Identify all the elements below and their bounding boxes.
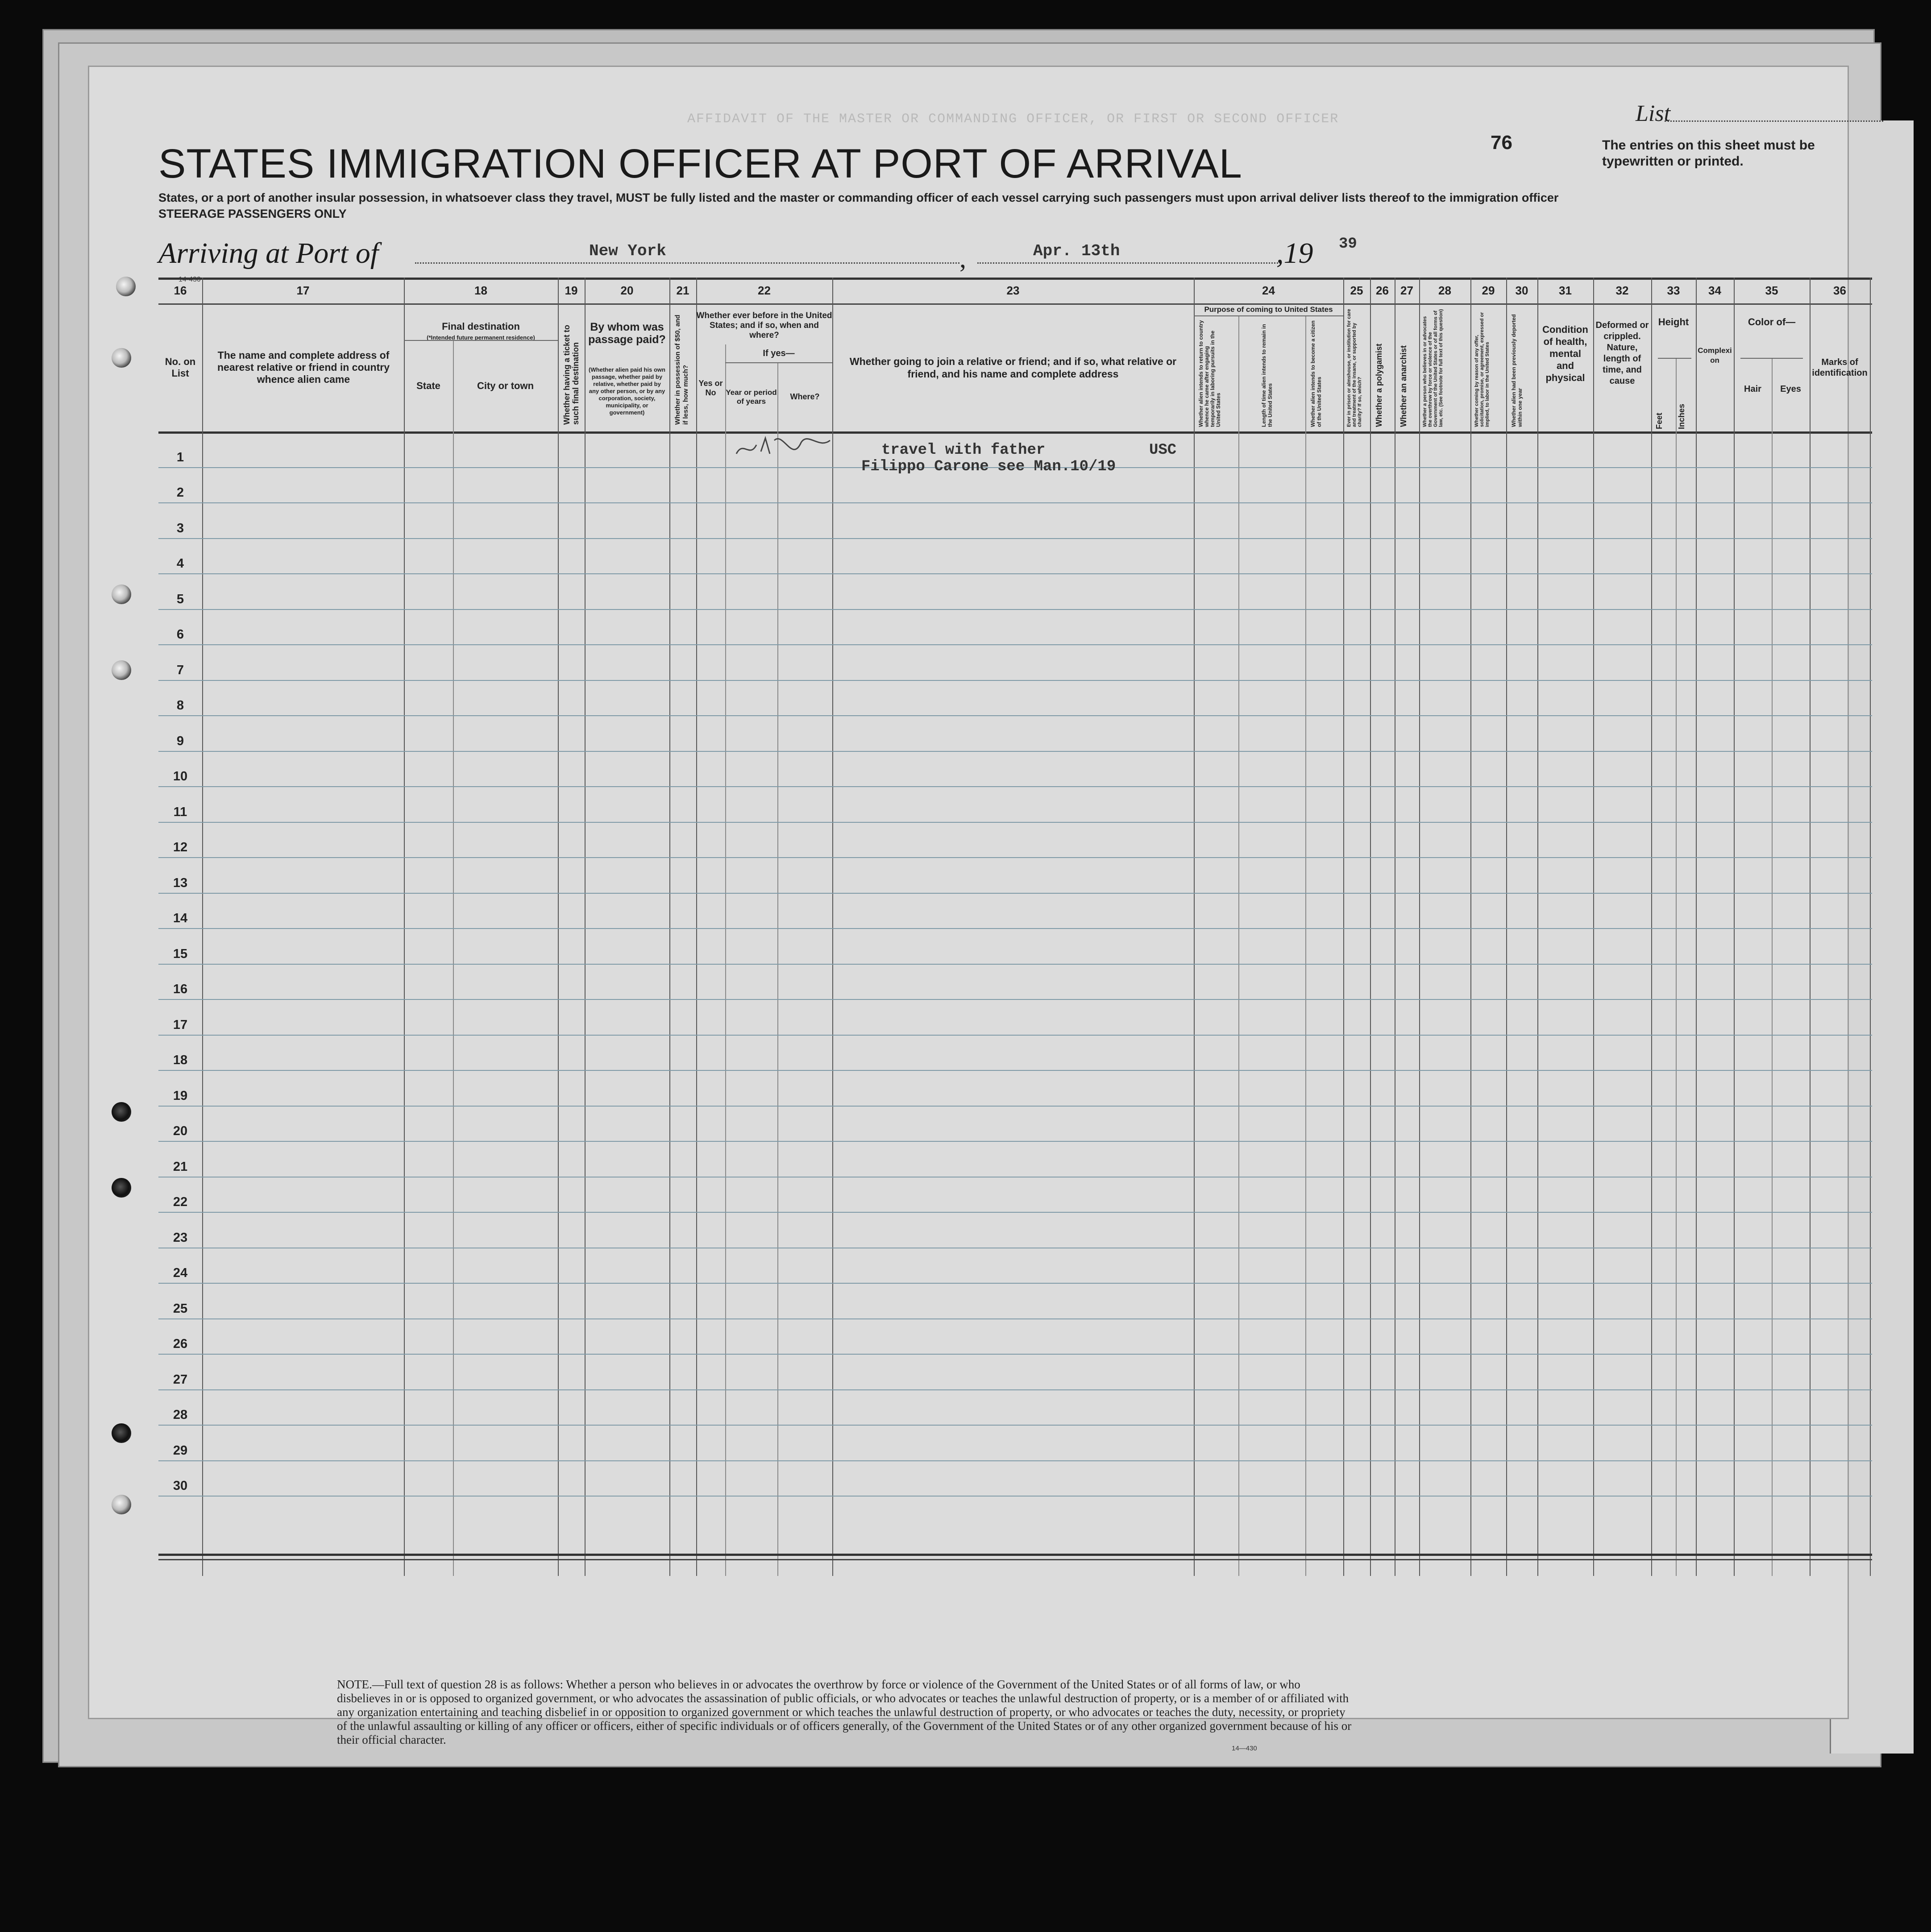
- column-number: 24: [1262, 283, 1275, 297]
- row-rule: [158, 1425, 1872, 1426]
- year-prefix-digits: 19: [1283, 237, 1313, 269]
- header-hair: Hair: [1744, 384, 1761, 394]
- col-divider: [1651, 278, 1652, 1576]
- row-number: 26: [173, 1337, 188, 1351]
- col-divider: [669, 278, 670, 1576]
- header-prison-almshouse: Ever in prison or almshouse, or institution for care and treatment of the insane, or supported by charity? If so, which?: [1346, 309, 1362, 427]
- binder-hole: [112, 1423, 131, 1443]
- row-number: 8: [176, 698, 184, 713]
- col-divider: [1870, 278, 1871, 1576]
- header-passage-paid: By whom was passage paid?: [588, 321, 666, 346]
- row-number: 6: [176, 627, 184, 642]
- row-rule: [158, 1212, 1872, 1213]
- year-prefix: ,19: [1276, 237, 1313, 269]
- binder-hole: [112, 1178, 131, 1198]
- header-anarchist: Whether an anarchist: [1399, 345, 1408, 427]
- row-rule: [158, 857, 1872, 858]
- row-rule: [158, 1070, 1872, 1071]
- header-city-or-town: City or town: [477, 380, 534, 391]
- header-marks-of-identification: Marks of identification: [1812, 357, 1868, 378]
- row-number: 2: [176, 485, 184, 500]
- year-suffix: 39: [1339, 236, 1357, 253]
- row-rule: [158, 1496, 1872, 1497]
- column-number: 32: [1615, 283, 1629, 297]
- row-number: 24: [173, 1266, 188, 1280]
- row-rule: [158, 1035, 1872, 1036]
- header-purpose: Purpose of coming to United States: [1204, 305, 1333, 314]
- row-rule: [158, 1283, 1872, 1284]
- row-number: 18: [173, 1053, 188, 1067]
- col-divider: [1593, 278, 1594, 1576]
- column-number: 34: [1708, 283, 1721, 297]
- row-number: 25: [173, 1301, 188, 1316]
- col-divider: [1305, 315, 1306, 1576]
- row-rule: [158, 538, 1872, 539]
- bleed-through-heading: AFFIDAVIT OF THE MASTER OR COMMANDING OFFICER, OR FIRST OR SECOND OFFICER: [687, 112, 1339, 127]
- arrival-port: New York: [589, 242, 666, 260]
- column-number: 36: [1833, 283, 1846, 297]
- handwritten-scribble: [734, 427, 850, 467]
- header-ticket: Whether having a ticket to such final destination: [562, 324, 580, 425]
- header-polygamist: Whether a polygamist: [1375, 343, 1383, 427]
- column-number: 26: [1376, 283, 1389, 297]
- binder-hole: [112, 348, 131, 368]
- row-number: 11: [173, 804, 187, 819]
- header-fifty-dollars: Whether in possession of $50, and if less, how much?: [674, 315, 689, 425]
- row-number: 5: [176, 592, 184, 606]
- col-divider: [202, 278, 203, 1576]
- row-rule: [158, 964, 1872, 965]
- row-rule: [158, 1141, 1872, 1142]
- row-rule: [158, 1318, 1872, 1319]
- binder-hole: [112, 1495, 131, 1514]
- col-divider: [1194, 278, 1195, 1576]
- row-number: 9: [176, 734, 184, 748]
- column-number: 19: [565, 283, 578, 297]
- row-rule: [158, 609, 1872, 610]
- header-yes-or-no: Yes or No: [698, 378, 723, 397]
- col-divider: [1810, 278, 1811, 1576]
- row-number: 27: [173, 1372, 188, 1387]
- header-ever-before: Whether ever before in the United States; and if so, when and where?: [696, 311, 832, 340]
- row-number: 23: [173, 1230, 188, 1245]
- row-rule: [158, 680, 1872, 681]
- table-bottom-rule-2: [158, 1559, 1872, 1560]
- row-number: 1: [176, 450, 184, 464]
- row-rule: [158, 502, 1872, 503]
- col-divider: [832, 278, 833, 1576]
- header-overthrow: Whether a person who believes in or advocates the overthrow by force or violence of the Government of the United States or of all forms of law, etc. (See footnote for full text of this question): [1422, 309, 1444, 427]
- row-rule: [158, 715, 1872, 716]
- column-number: 27: [1400, 283, 1413, 297]
- column-number: 30: [1515, 283, 1528, 297]
- column-number: 20: [620, 283, 634, 297]
- entries-note: The entries on this sheet must be typewritten or printed.: [1602, 138, 1815, 169]
- form-code-bottom: 14—430: [1232, 1745, 1257, 1752]
- row-number: 13: [173, 875, 188, 890]
- list-number: 76: [1491, 132, 1512, 153]
- port-line: [415, 262, 959, 264]
- header-state: State: [416, 380, 440, 391]
- page-title: STATES IMMIGRATION OFFICER AT PORT OF ARRIVAL: [158, 141, 1242, 187]
- header-color-of: Color of—: [1748, 316, 1796, 328]
- header-if-yes: If yes—: [763, 348, 795, 358]
- binder-hole: [112, 660, 131, 680]
- row-rule: [158, 1460, 1872, 1461]
- arrival-date: Apr. 13th: [1033, 242, 1120, 260]
- col-divider: [558, 278, 559, 1576]
- header-final-destination: Final destination: [442, 321, 520, 332]
- header-eyes: Eyes: [1780, 384, 1801, 394]
- col-divider: [725, 344, 726, 1576]
- column-number: 29: [1482, 283, 1495, 297]
- col-divider: [1696, 278, 1697, 1576]
- row-number: 10: [173, 769, 188, 784]
- header-bottom-rule: [158, 431, 1872, 434]
- row-number: 14: [173, 911, 188, 925]
- col-divider: [777, 362, 778, 1576]
- header-deformed: Deformed or crippled. Nature, length of time, and cause: [1595, 320, 1649, 386]
- subheader-rule: [1658, 358, 1691, 359]
- row-rule: [158, 1389, 1872, 1390]
- column-number: 33: [1667, 283, 1680, 297]
- col-divider: [1506, 278, 1507, 1576]
- row-rule: [158, 644, 1872, 645]
- row-number: 15: [173, 946, 188, 961]
- header-final-destination-sub: (*Intended future permanent residence): [427, 334, 535, 341]
- header-purpose-return: Whether alien intends to return to country whence he came after engaging temporarily in laboring pursuits in the United States: [1198, 320, 1221, 427]
- column-number: 21: [676, 283, 689, 297]
- row-rule: [158, 822, 1872, 823]
- row-number: 12: [173, 840, 188, 854]
- row-number: 20: [173, 1124, 188, 1138]
- header-where: Where?: [790, 392, 820, 401]
- header-passage-paid-sub: (Whether alien paid his own passage, whether paid by relative, whether paid by any other person, or by any corporation, society, municipality, or government): [589, 366, 665, 416]
- column-number: 35: [1765, 283, 1778, 297]
- row-number: 7: [176, 663, 184, 677]
- row-number: 29: [173, 1443, 188, 1458]
- header-join-relative: Whether going to join a relative or friend; and if so, what relative or friend, and his name and complete address: [849, 355, 1177, 380]
- column-number: 31: [1559, 283, 1572, 297]
- header-health: Condition of health, mental and physical: [1542, 323, 1588, 383]
- col-divider: [404, 278, 405, 1576]
- form-code-top: 14-430: [179, 276, 201, 283]
- entry-relative-name: Filippo Carone: [861, 458, 989, 475]
- footnote-question-28: NOTE.—Full text of question 28 is as follows: Whether a person who believes in or advocates the overthrow by force or violence of the Government of the United States or of all forms of law, or who disbelieves in or is opposed to organized government, or who advocates the assassination of public officials, or who advocates or teaches the unlawful destruction of property, or is a member of or affiliated with any organization entertaining and teaching disbelief in or opposition to organized government or which teaches the unlawful destruction of property, or who advocates or teaches the duty, necessity, or propriety of the unlawful assaulting or killing of any officer or officers, either of specific individuals or of officers generally, of the Government of the United States or of any other organized government because of his or their official character.: [337, 1678, 1352, 1746]
- col-divider: [1238, 315, 1239, 1576]
- list-number-line: [1665, 120, 1883, 122]
- header-year-or-period: Year or period of years: [726, 388, 777, 406]
- row-number: 22: [173, 1195, 188, 1209]
- row-number: 28: [173, 1408, 188, 1422]
- row-rule: [158, 751, 1872, 752]
- header-height: Height: [1658, 316, 1689, 328]
- col-divider: [1370, 278, 1371, 1576]
- entry-travel-with-father: travel with father: [881, 442, 1046, 459]
- col-divider: [696, 278, 697, 1576]
- row-rule: [158, 893, 1872, 894]
- header-deported: Whether alien had been previously deported within one year: [1511, 314, 1523, 427]
- row-rule: [158, 573, 1872, 574]
- intro-line-2: STEERAGE PASSENGERS ONLY: [158, 207, 347, 220]
- row-number: 19: [173, 1088, 188, 1103]
- header-complexion: Complexion: [1698, 346, 1732, 365]
- column-number: 16: [174, 283, 187, 297]
- binder-hole: [116, 277, 136, 296]
- column-number: 28: [1438, 283, 1451, 297]
- binder-hole: [112, 585, 131, 604]
- column-number: 25: [1350, 283, 1363, 297]
- col-divider: [1419, 278, 1420, 1576]
- table-bottom-rule: [158, 1554, 1872, 1556]
- header-length-of-stay: Length of time alien intends to remain in the United States: [1261, 324, 1273, 427]
- intro-text: [158, 190, 1720, 222]
- entry-usc: USC: [1149, 442, 1177, 459]
- row-rule: [158, 999, 1872, 1000]
- comma: ,: [959, 244, 966, 273]
- row-number: 17: [173, 1017, 188, 1032]
- header-no-on-list: No. on List: [165, 356, 196, 379]
- row-number: 21: [173, 1159, 188, 1174]
- row-number: 3: [176, 521, 184, 535]
- col-divider: [1734, 278, 1735, 1576]
- intro-line-1: States, or a port of another insular possession, in whatsoever class they travel, MUST be fully listed and the master or commanding officer of each vessel carrying such passengers must upon arrival deliver lists thereof to the immigration officer: [158, 191, 1559, 204]
- column-number: 18: [474, 283, 487, 297]
- row-rule: [158, 1354, 1872, 1355]
- header-labor-offer: Whether coming by reason of any offer, solicitation, promise, or agreement, expressed or implied, to labor in the United States: [1474, 312, 1490, 427]
- row-rule: [158, 928, 1872, 929]
- row-number: 16: [173, 982, 188, 996]
- column-number: 22: [758, 283, 771, 297]
- header-nearest-relative: The name and complete address of nearest relative or friend in country whence alien came: [217, 349, 390, 385]
- date-line: [977, 262, 1281, 264]
- list-label: List: [1636, 101, 1671, 126]
- col-divider: [1470, 278, 1471, 1576]
- row-rule: [158, 786, 1872, 787]
- header-feet: Feet: [1655, 412, 1664, 429]
- row-number: 30: [173, 1479, 188, 1493]
- column-number: 17: [296, 283, 310, 297]
- entry-see-manifest: see Man.10/19: [997, 458, 1116, 475]
- manifest-page: [89, 67, 1868, 1752]
- manifest-table: [158, 278, 1872, 1576]
- header-become-citizen: Whether alien intends to become a citizen of the United States: [1310, 320, 1322, 427]
- row-number: 4: [176, 556, 184, 571]
- row-rule: [158, 1106, 1872, 1107]
- column-number: 23: [1006, 283, 1020, 297]
- col-divider: [585, 278, 586, 1576]
- binder-hole: [112, 1102, 131, 1122]
- arriving-label: Arriving at Port of: [158, 237, 379, 269]
- col-divider: [1537, 278, 1538, 1576]
- col-divider: [1343, 278, 1344, 1576]
- col-divider: [1772, 358, 1773, 1576]
- col-divider: [1676, 358, 1677, 1576]
- col-divider: [453, 340, 454, 1576]
- subheader-rule: [1740, 358, 1803, 359]
- subheader-rule: [1194, 315, 1343, 316]
- header-inches: Inches: [1677, 403, 1686, 429]
